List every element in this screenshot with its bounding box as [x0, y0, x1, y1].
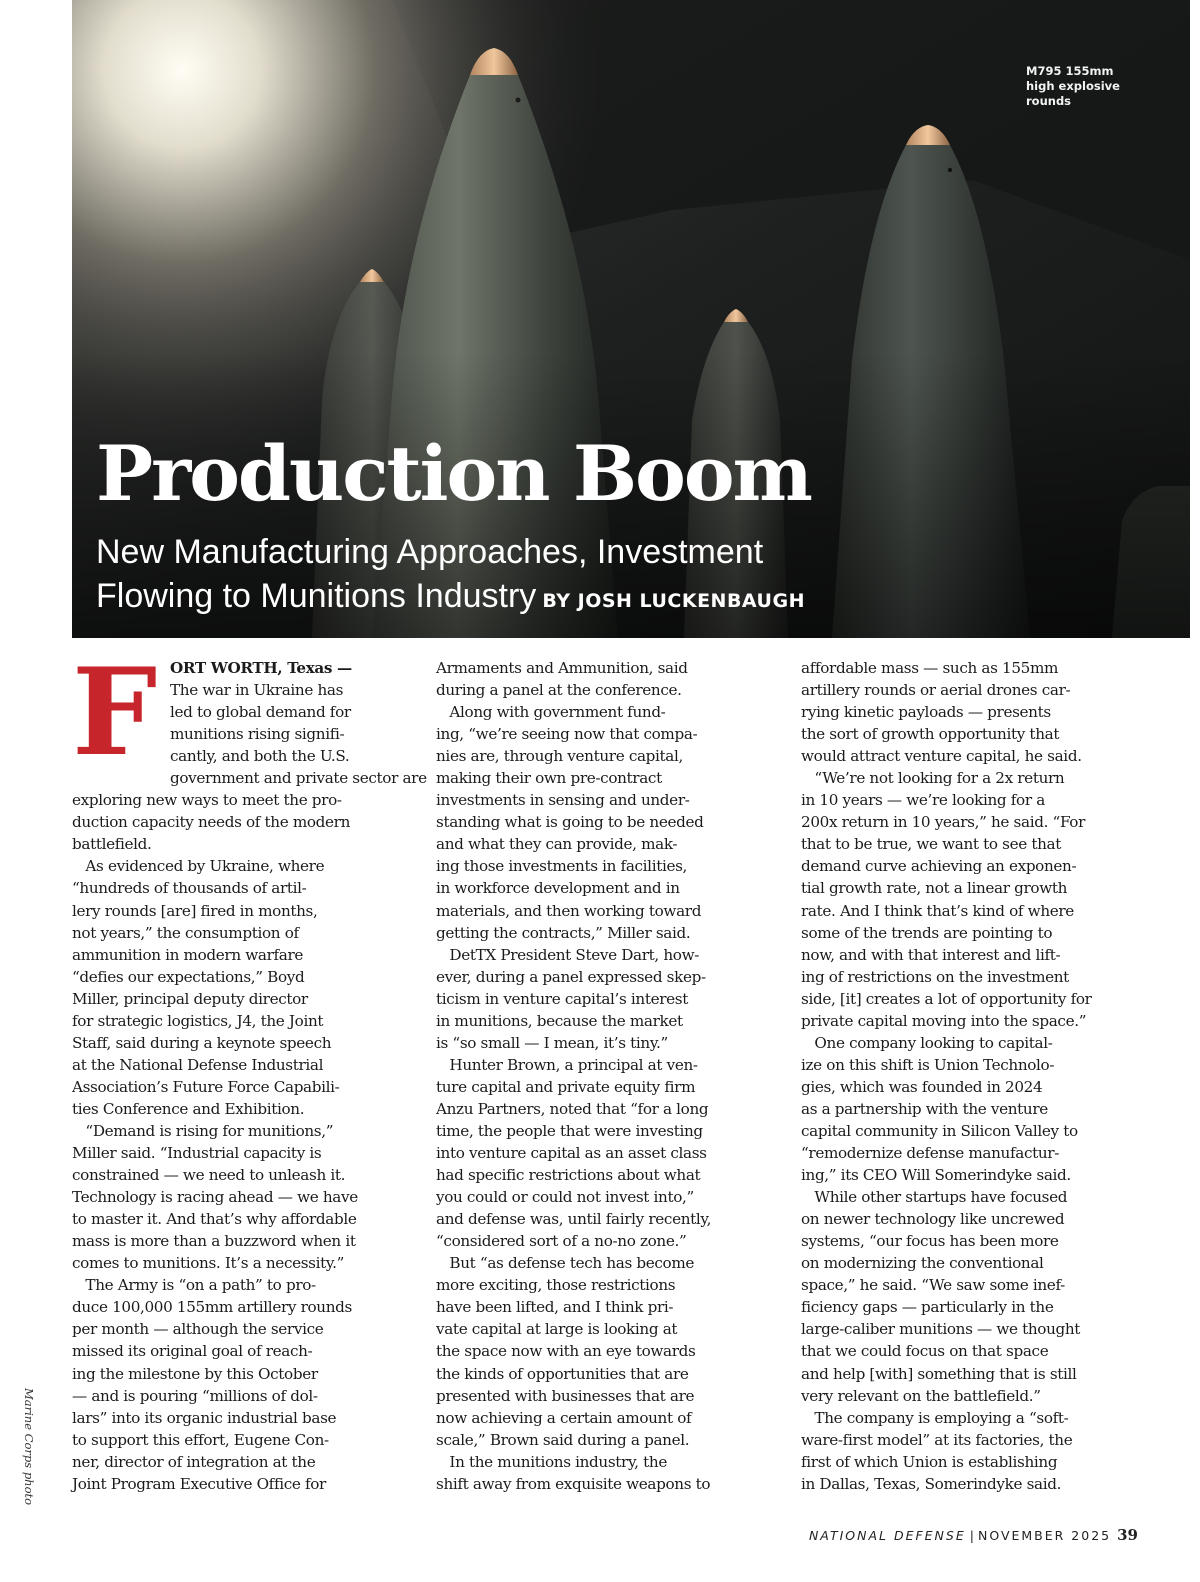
article-line: But “as defense tech has become — [436, 1254, 695, 1273]
article-line: to support this effort, Eugene Con- — [72, 1430, 329, 1449]
article-line: ing those investments in facilities, — [436, 857, 688, 876]
article-line: that we could focus on that space — [801, 1342, 1049, 1361]
article-line: and help [with] something that is still — [801, 1364, 1077, 1383]
article-line: investments in sensing and under- — [436, 791, 690, 810]
article-line: The Army is “on a path” to pro- — [72, 1276, 316, 1295]
article-line: Along with government fund- — [436, 703, 666, 722]
article-line: have been lifted, and I think pri- — [436, 1298, 674, 1317]
article-line: would attract venture capital, he said. — [801, 747, 1082, 766]
article-line: One company looking to capital- — [801, 1033, 1053, 1052]
article-line: — and is pouring “millions of dol- — [72, 1386, 318, 1405]
article-line: ing, “we’re seeing now that compa- — [436, 725, 698, 744]
article-line: vate capital at large is looking at — [436, 1320, 678, 1339]
article-line: The war in Ukraine has — [170, 681, 344, 700]
article-line: on newer technology like uncrewed — [801, 1210, 1065, 1229]
article-line: “We’re not looking for a 2x return — [801, 769, 1065, 788]
article-line: exploring new ways to meet the pro- — [72, 791, 342, 810]
article-line: Miller said. “Industrial capacity is — [72, 1144, 322, 1163]
article-line: Joint Program Executive Office for — [72, 1474, 326, 1493]
article-line: to master it. And that’s why affordable — [72, 1210, 357, 1229]
issue-date: NOVEMBER 2025 — [977, 1528, 1112, 1543]
article-line: standing what is going to be needed — [436, 813, 704, 832]
article-line: “remodernize defense manufactur- — [801, 1144, 1059, 1163]
article-line: 200x return in 10 years,” he said. “For — [801, 813, 1086, 832]
article-line: While other startups have focused — [801, 1188, 1068, 1207]
article-line: private capital moving into the space.” — [801, 1011, 1087, 1030]
article-line: more exciting, those restrictions — [436, 1276, 676, 1295]
byline: BY JOSH LUCKENBAUGH — [542, 590, 805, 612]
article-line: ing of restrictions on the investment — [801, 967, 1069, 986]
article-line: ever, during a panel expressed skep- — [436, 967, 706, 986]
article-line: is “so small — I mean, it’s tiny.” — [436, 1033, 668, 1052]
article-line: Technology is racing ahead — we have — [72, 1188, 358, 1207]
article-line: you could or could not invest into,” — [436, 1188, 694, 1207]
article-line: ize on this shift is Union Technolo- — [801, 1055, 1055, 1074]
page-number: 39 — [1117, 1526, 1138, 1544]
page-footer — [809, 1526, 1138, 1544]
article-line: ing the milestone by this October — [72, 1364, 318, 1383]
article-line: making their own pre-contract — [436, 769, 662, 788]
article-line: munitions rising signifi- — [170, 725, 345, 744]
drop-cap-letter: F — [72, 642, 157, 783]
article-line: missed its original goal of reach- — [72, 1342, 313, 1361]
article-line: Association’s Future Force Capabili- — [72, 1077, 340, 1096]
article-line: DetTX President Steve Dart, how- — [436, 945, 700, 964]
article-line: “considered sort of a no-no zone.” — [436, 1232, 687, 1251]
article-line: Miller, principal deputy director — [72, 989, 308, 1008]
article-line: at the National Defense Industrial — [72, 1055, 324, 1074]
article-line: ture capital and private equity firm — [436, 1077, 696, 1096]
article-line: and defense was, until fairly recently, — [436, 1210, 712, 1229]
article-line: constrained — we need to unleash it. — [72, 1166, 346, 1185]
article-line: materials, and then working toward — [436, 901, 702, 920]
article-line: systems, “our focus has been more — [801, 1232, 1059, 1251]
article-line: Hunter Brown, a principal at ven- — [436, 1055, 698, 1074]
article-line: side, [it] creates a lot of opportunity for — [801, 989, 1092, 1008]
article-line: in workforce development and in — [436, 879, 680, 898]
subheadline — [96, 530, 1156, 623]
article-line: mass is more than a buzzword when it — [72, 1232, 356, 1251]
article-line: ties Conference and Exhibition. — [72, 1099, 305, 1118]
article-column-2 — [436, 657, 776, 1495]
article-line: the space now with an eye towards — [436, 1342, 696, 1361]
subheadline-line: Flowing to Munitions Industry — [96, 577, 537, 615]
publication-name: NATIONAL DEFENSE — [808, 1528, 966, 1543]
article-line: and what they can provide, mak- — [436, 835, 678, 854]
article-line: “defies our expectations,” Boyd — [72, 967, 305, 986]
article-line: now, and with that interest and lift- — [801, 945, 1061, 964]
article-line: cantly, and both the U.S. — [170, 747, 350, 766]
article-line: As evidenced by Ukraine, where — [72, 857, 325, 876]
article-line: ware-first model” at its factories, the — [801, 1430, 1073, 1449]
article-line: not years,” the consumption of — [72, 923, 299, 942]
article-line: ticism in venture capital’s interest — [436, 989, 689, 1008]
article-line: into venture capital as an asset class — [436, 1144, 707, 1163]
article-line: affordable mass — such as 155mm — [801, 659, 1059, 677]
article-line: very relevant on the battlefield.” — [801, 1386, 1041, 1405]
article-line: scale,” Brown said during a panel. — [436, 1430, 690, 1449]
article-line: presented with businesses that are — [436, 1386, 695, 1405]
article-line: duce 100,000 155mm artillery rounds — [72, 1298, 352, 1317]
subheadline-line-byline-row — [96, 574, 1156, 623]
article-line: rying kinetic payloads — presents — [801, 703, 1051, 722]
article-line: lery rounds [are] fired in months, — [72, 901, 318, 920]
article-line: rate. And I think that’s kind of where — [801, 901, 1074, 920]
article-line: in munitions, because the market — [436, 1011, 683, 1030]
article-line: ing,” its CEO Will Somerindyke said. — [801, 1166, 1071, 1185]
article-line: that to be true, we want to see that — [801, 835, 1061, 854]
article-line: ficiency gaps — particularly in the — [801, 1298, 1054, 1317]
article-line: duction capacity needs of the modern — [72, 813, 351, 832]
article-line: Armaments and Ammunition, said — [436, 659, 688, 677]
article-line: as a partnership with the venture — [801, 1099, 1048, 1118]
article-line: artillery rounds or aerial drones car- — [801, 681, 1071, 700]
article-line: tial growth rate, not a linear growth — [801, 879, 1068, 898]
article-line: now achieving a certain amount of — [436, 1408, 692, 1427]
article-column-1 — [72, 642, 427, 1495]
drop-cap — [72, 642, 162, 783]
article-line: had specific restrictions about what — [436, 1166, 701, 1185]
article-line: for strategic logistics, J4, the Joint — [72, 1011, 324, 1030]
article-line: “hundreds of thousands of artil- — [72, 879, 307, 898]
article-line: battlefield. — [72, 835, 152, 854]
article-line: “Demand is rising for munitions,” — [72, 1121, 334, 1140]
article-line: ner, director of integration at the — [72, 1452, 316, 1471]
article-line: time, the people that were investing — [436, 1121, 703, 1140]
article-line: during a panel at the conference. — [436, 681, 682, 700]
article-line: comes to munitions. It’s a necessity.” — [72, 1254, 344, 1273]
article-line: first of which Union is establishing — [801, 1452, 1058, 1471]
article-line: nies are, through venture capital, — [436, 747, 683, 766]
article-line: gies, which was founded in 2024 — [801, 1077, 1043, 1096]
article-line: shift away from exquisite weapons to — [436, 1474, 711, 1493]
hero-photo — [72, 0, 1190, 638]
article-line: the kinds of opportunities that are — [436, 1364, 689, 1383]
article-line: some of the trends are pointing to — [801, 923, 1053, 942]
article-line: ammunition in modern warfare — [72, 945, 304, 964]
article-line: demand curve achieving an exponen- — [801, 857, 1077, 876]
article-line: government and private sector are — [170, 769, 427, 788]
footer-separator: | — [969, 1528, 974, 1543]
article-line: in 10 years — we’re looking for a — [801, 791, 1045, 810]
article-line: capital community in Silicon Valley to — [801, 1121, 1078, 1140]
article-column-3 — [801, 657, 1146, 1495]
article-line: per month — although the service — [72, 1320, 324, 1339]
article-line: The company is employing a “soft- — [801, 1408, 1069, 1427]
photo-credit: Marine Corps photo — [22, 1388, 36, 1506]
article-line: lars” into its organic industrial base — [72, 1408, 337, 1427]
article-line: the sort of growth opportunity that — [801, 725, 1060, 744]
article-line: Anzu Partners, noted that “for a long — [436, 1099, 709, 1118]
dateline: ORT WORTH, Texas — — [170, 659, 352, 677]
article-line: space,” he said. “We saw some inef- — [801, 1276, 1065, 1295]
article-line: on modernizing the conventional — [801, 1254, 1044, 1273]
article-line: in Dallas, Texas, Somerindyke said. — [801, 1474, 1062, 1493]
article-line: getting the contracts,” Miller said. — [436, 923, 691, 942]
article-line: In the munitions industry, the — [436, 1452, 667, 1471]
photo-caption: M795 155mm high explosive rounds — [1026, 64, 1120, 108]
subheadline-line: New Manufacturing Approaches, Investment — [96, 533, 764, 571]
article-line: led to global demand for — [170, 703, 351, 722]
headline: Production Boom — [96, 429, 811, 518]
article-line: Staff, said during a keynote speech — [72, 1033, 332, 1052]
article-line: large-caliber munitions — we thought — [801, 1320, 1081, 1339]
